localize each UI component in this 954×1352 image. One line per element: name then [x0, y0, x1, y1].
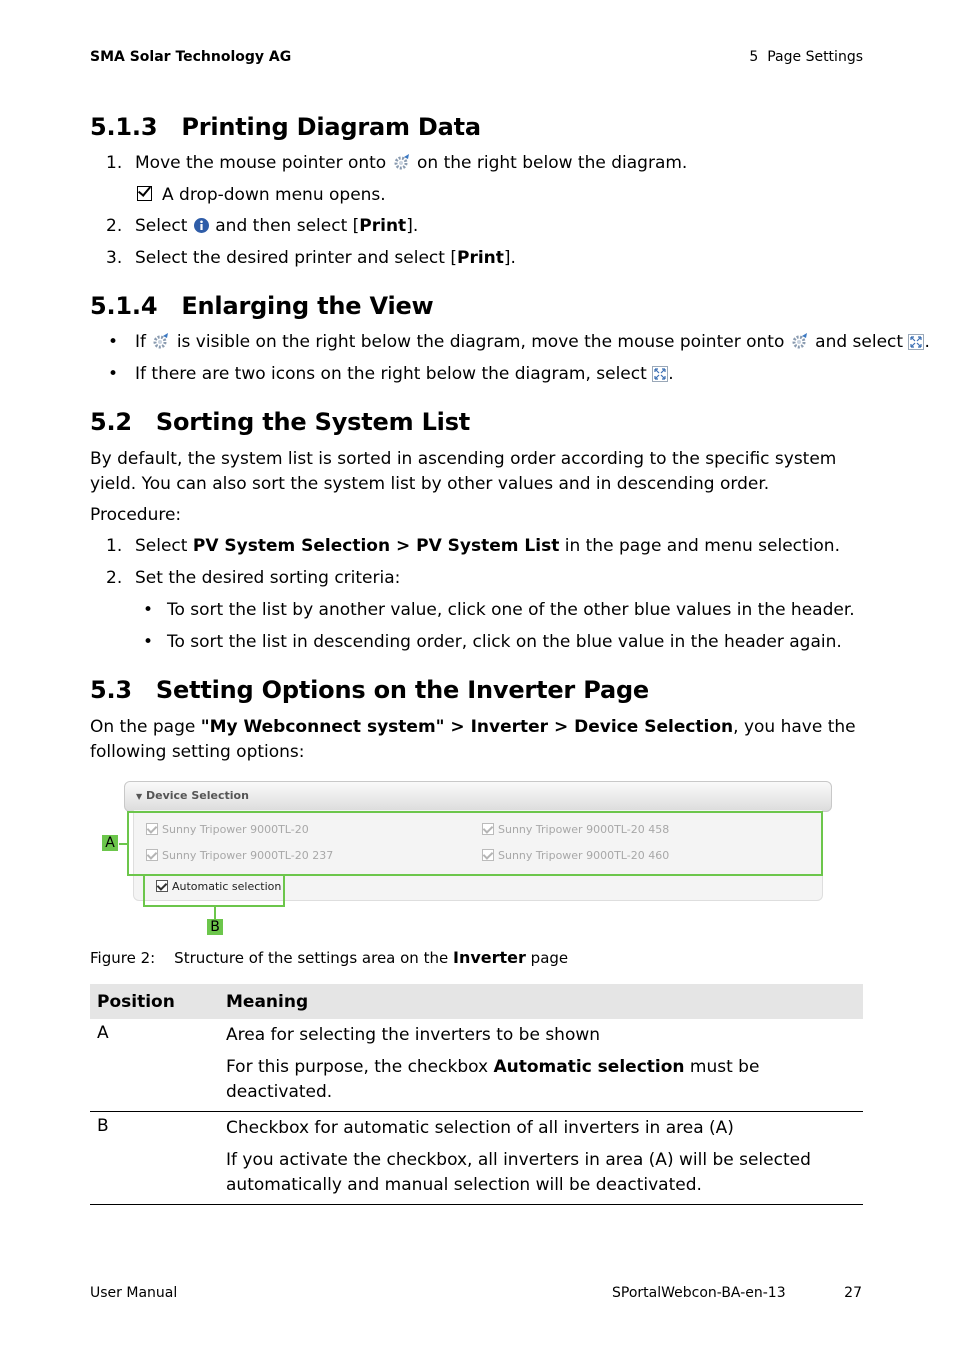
bullet-dot: • — [143, 600, 154, 620]
position-cell: B — [97, 1116, 109, 1136]
callout-label-b: B — [207, 919, 223, 935]
procedure-label: Procedure: — [90, 505, 182, 525]
footer-doc-type: User Manual — [90, 1285, 178, 1301]
footer-doc-id: SPortalWebcon-BA-en-13 — [612, 1285, 786, 1301]
section-title: Enlarging the View — [181, 292, 434, 320]
panel-title: ▼ Device Selection — [136, 789, 249, 802]
step-number: 1. — [106, 153, 123, 173]
section-title: Printing Diagram Data — [181, 113, 481, 141]
meaning-cell: Area for selecting the inverters to be shown For this purpose, the checkbox Automatic selection must be deactivated. — [226, 1025, 760, 1102]
highlight-area-b — [143, 874, 285, 907]
bullet-text: If there are two icons on the right below the diagram, select . — [135, 364, 674, 384]
info-icon — [193, 217, 210, 234]
running-header-company: SMA Solar Technology AG — [90, 49, 292, 65]
enlarge-view-icon — [652, 366, 668, 382]
column-header: Position — [90, 984, 219, 1019]
inverter-option[interactable]: Sunny Tripower 9000TL-20 458 — [482, 823, 669, 836]
checkbox-result-icon — [137, 186, 152, 201]
figure-caption: Figure 2: Structure of the settings area on the Inverter page — [90, 948, 569, 967]
position-table — [90, 984, 863, 1205]
bullet-text: To sort the list in descending order, click on the blue value in the header again. — [167, 632, 842, 652]
section-number: 5.1.3 — [90, 113, 158, 141]
table-row — [90, 1112, 863, 1205]
page-number: 27 — [844, 1285, 862, 1301]
position-cell: A — [97, 1023, 109, 1043]
paragraph-intro: By default, the system list is sorted in ascending order according to the specific system yield. You can also sort the system list by other values and in descending order. — [90, 449, 837, 494]
step-number: 1. — [106, 536, 123, 556]
inverter-option[interactable]: Sunny Tripower 9000TL-20 237 — [146, 849, 333, 862]
highlight-area-a — [127, 811, 823, 876]
step-text: Select the desired printer and select [Print]. — [135, 248, 516, 268]
section-number: 5.2 — [90, 408, 132, 436]
step-number: 3. — [106, 248, 123, 268]
bullet-dot: • — [108, 332, 119, 352]
bullet-text: To sort the list by another value, click one of the other blue values in the header. — [167, 600, 855, 620]
section-heading-5-1-3 — [90, 113, 481, 141]
bullet-text: If is visible on the right below the diagram, move the mouse pointer onto and select . — [135, 332, 930, 352]
table-header-row — [90, 984, 863, 1019]
bullet-dot: • — [143, 632, 154, 652]
section-heading-5-1-4 — [90, 292, 434, 320]
section-heading-5-3 — [90, 676, 649, 704]
callout-label-a: A — [102, 835, 118, 851]
inverter-option[interactable]: Sunny Tripower 9000TL-20 460 — [482, 849, 669, 862]
connector-line — [214, 905, 216, 919]
connector-line — [119, 843, 127, 845]
step-number: 2. — [106, 568, 123, 588]
bullet-dot: • — [108, 364, 119, 384]
step-text: Set the desired sorting criteria: — [135, 568, 401, 588]
enlarge-view-icon — [908, 334, 924, 350]
step-number: 2. — [106, 216, 123, 236]
inverter-option[interactable]: Sunny Tripower 9000TL-20 — [146, 823, 309, 836]
section-heading-5-2 — [90, 408, 470, 436]
table-row — [90, 1019, 863, 1112]
section-number: 5.3 — [90, 676, 132, 704]
step-result: A drop-down menu opens. — [137, 185, 386, 205]
step-text: Move the mouse pointer onto on the right below the diagram. — [135, 153, 688, 173]
step-text: Select PV System Selection > PV System List in the page and menu selection. — [135, 536, 840, 556]
automatic-selection-option[interactable]: Automatic selection — [156, 880, 281, 893]
section-title: Setting Options on the Inverter Page — [155, 676, 650, 704]
paragraph-intro: On the page "My Webconnect system" > Inverter > Device Selection, you have the following setting options: — [90, 717, 856, 762]
section-title: Sorting the System List — [155, 408, 471, 436]
meaning-cell: Checkbox for automatic selection of all inverters in area (A) If you activate the checkbox, all inverters in area (A) will be selected automatically and manual selection will be deactivated. — [226, 1118, 811, 1195]
section-number: 5.1.4 — [90, 292, 158, 320]
running-header-chapter: 5 Page Settings — [749, 49, 863, 65]
gear-arrow-icon — [790, 332, 810, 350]
column-header: Meaning — [219, 984, 863, 1019]
step-text: Select and then select [Print]. — [135, 216, 419, 236]
gear-arrow-icon — [151, 332, 171, 350]
gear-arrow-icon — [392, 153, 412, 171]
